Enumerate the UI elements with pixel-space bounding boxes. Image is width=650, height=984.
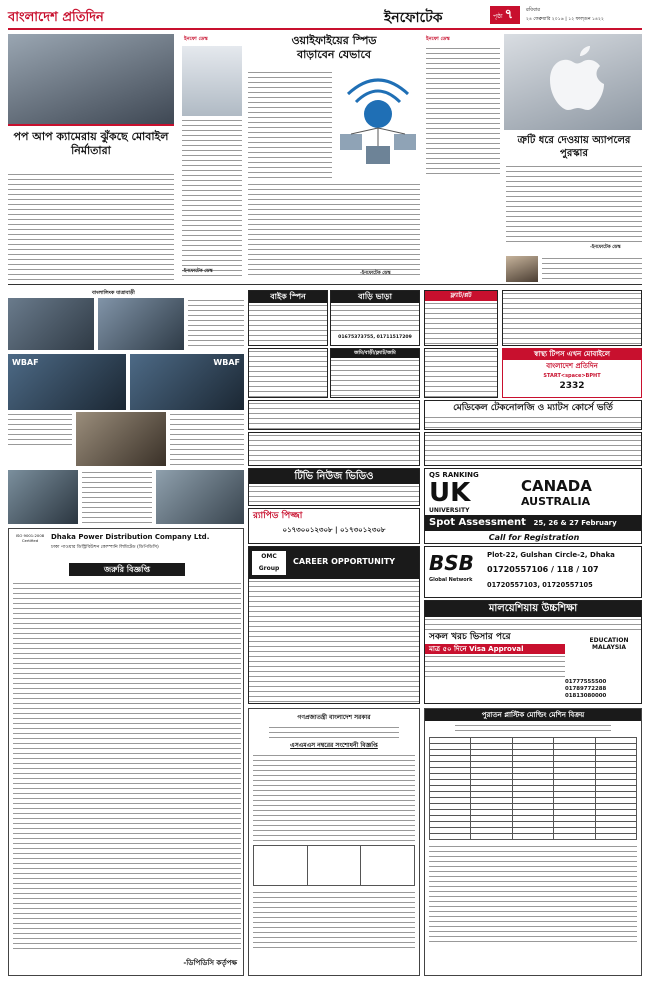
camera-body <box>8 172 174 280</box>
award-headline: ত্রুটি ধরে দেওয়ায় অ্যাপলের পুরস্কার <box>517 135 631 159</box>
ad-classified-2 <box>424 348 498 398</box>
ad-health-tips-title: স্বাস্থ্য টিপস এখন মোবাইলে <box>503 349 641 360</box>
ad-bari-bhara-phone: 01675373755, 01711517209 <box>338 335 412 340</box>
ad-australia: AUSTRALIA <box>521 495 591 508</box>
ad-malaysia-phones <box>565 679 606 700</box>
ad-rapid-pizza <box>248 508 420 544</box>
ad-columnist-body <box>503 291 641 346</box>
ad-malaysia-phone-3: 01813080000 <box>565 693 607 699</box>
ad-classified-5 <box>424 432 642 466</box>
paper-name: বাংলাদেশ প্রতিদিন <box>8 10 104 25</box>
ad-flat-title: ফ্ল্যাট/প্লট <box>425 291 497 301</box>
camera-kicker: ইনফো ডেস্ক <box>184 36 208 42</box>
ad-classified-3 <box>248 400 420 430</box>
ad-tv-news-body <box>249 484 419 506</box>
ad-land-title: জমি/বাড়ী/ফ্ল্যাট/জমি <box>331 349 419 358</box>
columnist-photo <box>506 256 538 282</box>
ad-flat-body <box>425 301 497 346</box>
machine-sale-subtitle <box>455 723 611 735</box>
ad-spot-dates: 25, 26 & 27 February <box>533 519 617 527</box>
wifi-headline-1: ওয়াইফাইয়ের স্পিড <box>291 34 377 47</box>
ad-malaysia-visa: সকল খরচ ভিসার পরে <box>429 632 511 642</box>
event-photo-2 <box>98 298 184 350</box>
ad-malaysia-phone-2: 01789772288 <box>565 686 607 692</box>
ad-qs-ranking: QS RANKING <box>429 471 479 479</box>
apple-logo-icon <box>504 34 642 130</box>
govt-body-2 <box>253 890 415 950</box>
govt-body-1 <box>253 753 415 843</box>
govt-table <box>253 845 415 886</box>
ad-bike-spin-body <box>249 303 327 346</box>
ad-land <box>330 348 420 398</box>
machine-sale-title: পুরাতন প্লাস্টিক মোল্ডিং মেশিন বিক্রয় <box>425 709 641 721</box>
apple-photo <box>504 34 642 130</box>
award-byline: -ইনফোটেক ডেস্ক <box>590 245 621 250</box>
camera-headline-text: পপ আপ ক্যামেরায় ঝুঁকছে মোবাইল নির্মাতারা <box>13 130 169 157</box>
machine-sale-notice <box>424 708 642 976</box>
wifi-headline <box>248 34 420 66</box>
ad-malaysia-phone-1: 01777555500 <box>565 679 607 685</box>
govt-tender-title: এসএমএস নম্বরের সংশোধনী বিজ্ঞপ্তি <box>290 742 378 749</box>
ad-rapid-pizza-phone: ০১৭৩০০১২৩০৮ | ০১৭৩০১২৩০৮ <box>282 526 386 534</box>
dpdc-signature: -ডিপিডিসি কর্তৃপক্ষ <box>183 959 237 967</box>
camera-phone-image <box>182 46 242 116</box>
section-rule-1 <box>8 284 642 285</box>
ad-bsb-address: Plot-22, Gulshan Circle-2, Dhaka <box>487 551 615 559</box>
ad-omc-body <box>249 579 419 704</box>
ad-tv-news <box>248 468 420 506</box>
ad-university: UNIVERSITY <box>429 507 470 514</box>
wbaf-caption <box>8 412 72 448</box>
ad-omc-header <box>249 547 419 579</box>
event-caption-4 <box>82 470 152 524</box>
wifi-headline-2: বাড়াবেন যেভাবে <box>296 48 372 61</box>
ad-bsb-phone-2: 01720557103, 01720557105 <box>487 581 593 589</box>
ad-bike-spin <box>248 290 328 346</box>
date: ২৪ ফেব্রুয়ারি ২০১৬ | ১২ ফাল্গুন ১৪২২ <box>526 17 604 22</box>
ad-omc-career-title: CAREER OPPORTUNITY <box>293 557 396 566</box>
ad-classified-1 <box>248 348 328 398</box>
ad-malaysia-body-2 <box>425 654 565 680</box>
ad-classified-4 <box>248 432 420 466</box>
masthead-rule <box>8 28 642 30</box>
event-photo-5 <box>156 470 244 524</box>
ad-health-sms <box>503 372 641 380</box>
dpdc-name-bn: ঢাকা পাওয়ার ডিস্ট্রিবিউশন কোম্পানি লিমিটেড (ডিপিডিসি) <box>51 545 159 550</box>
dpdc-notice-title: জরুরি বিজ্ঞপ্তি <box>69 563 185 576</box>
machine-sale-body <box>429 844 637 946</box>
camera-headline <box>8 124 174 168</box>
ad-bari-bhara-body <box>331 303 419 335</box>
ad-columnist <box>502 290 642 346</box>
ad-flat <box>424 290 498 346</box>
ad-bsb-logo: BSB <box>429 551 474 575</box>
page-label-text: পৃষ্ঠা <box>493 13 503 20</box>
wifi-body-1 <box>248 70 332 178</box>
ad-tv-news-title: টিভি নিউজ ভিডিও <box>249 469 419 484</box>
wifi-icon <box>336 72 420 172</box>
dpdc-notice <box>8 528 244 976</box>
day: রবিবার <box>526 7 540 13</box>
ad-medical-tech <box>424 400 642 430</box>
page-label <box>490 6 520 24</box>
award-kicker: ইনফো ডেস্ক <box>426 36 450 42</box>
ad-education-malaysia: EDUCATION MALAYSIA <box>589 637 629 651</box>
ad-call-registration: Call for Registration <box>488 533 580 542</box>
ad-bsb-phone-1: 01720557106 / 118 / 107 <box>487 565 599 574</box>
govt-notice <box>248 708 420 976</box>
ad-spot-bar <box>425 515 642 531</box>
ad-bsb-global: Global Network <box>429 577 473 583</box>
photo-strip-caption: বাংলালিংক যাত্রাবাড়ী <box>92 290 135 296</box>
event-photo-3 <box>76 412 166 466</box>
event-caption-1 <box>188 298 244 350</box>
ad-bari-bhara-title: বাড়ি ভাড়া <box>331 291 419 303</box>
dpdc-notice-body <box>13 581 241 951</box>
camera-byline: -ইনফোটেক ডেস্ক <box>182 269 213 274</box>
machine-sale-table <box>429 737 637 840</box>
ad-bike-spin-title: বাইক স্পিন <box>249 291 327 303</box>
camera-body-2 <box>182 118 242 278</box>
ad-uk: UK <box>429 478 471 508</box>
wbaf-photo-1 <box>8 354 126 410</box>
wbaf-photo-2 <box>130 354 244 410</box>
ad-rapid-pizza-title: র‍্যাপিড পিজ্জা <box>253 511 303 521</box>
event-caption-3 <box>170 412 244 466</box>
govt-subtitle <box>269 725 399 739</box>
ad-bsb <box>424 546 642 598</box>
ad-malaysia <box>424 600 642 704</box>
ad-medical-tech-body <box>425 415 641 430</box>
ad-canada: CANADA <box>521 477 592 495</box>
ad-malaysia-visa-fee: মাত্র ৫০ দিনে Visa Approval <box>425 644 565 654</box>
award-body-2 <box>506 164 642 244</box>
award-body-1 <box>426 46 500 176</box>
ad-health-sms-code: START<space>BPHT <box>543 373 601 379</box>
section-name: ইনফোটেক <box>384 10 443 26</box>
camera-photo <box>8 34 174 130</box>
masthead <box>8 6 642 28</box>
event-photo-1 <box>8 298 94 350</box>
page-number: ৭ <box>504 7 514 22</box>
ad-spot-assessment: Spot Assessment <box>429 517 526 528</box>
wifi-body-2 <box>248 182 420 278</box>
wifi-diagram <box>336 72 420 172</box>
ad-bari-bhara <box>330 290 420 346</box>
dpdc-name: Dhaka Power Distribution Company Ltd. <box>51 533 210 541</box>
ad-study-abroad <box>424 468 642 544</box>
wbaf-label-1: WBAF <box>12 358 39 367</box>
ad-malaysia-body-1 <box>425 617 641 631</box>
columnist-note <box>542 256 642 282</box>
ad-omc-career <box>248 546 420 704</box>
ad-health-tips <box>502 348 642 398</box>
ad-health-sms-number: 2332 <box>559 381 585 391</box>
dpdc-iso: ISO 9001:2008 Certified <box>15 533 45 543</box>
ad-medical-tech-title: মেডিকেল টেকনোলজি ও ম্যাটস কোর্সে ভর্তি <box>453 403 613 413</box>
ad-malaysia-title: মালয়েশিয়ায় উচ্চশিক্ষা <box>425 601 641 617</box>
ad-land-body <box>331 358 419 398</box>
wbaf-label-2: WBAF <box>213 358 240 367</box>
govt-title: গণপ্রজাতন্ত্রী বাংলাদেশ সরকার <box>297 714 371 721</box>
event-photo-4 <box>8 470 78 524</box>
wifi-byline: -ইনফোটেক ডেস্ক <box>360 271 391 276</box>
ad-omc-logo: OMC Group <box>252 551 286 575</box>
ad-health-brand: বাংলাদেশ প্রতিদিন <box>546 362 598 370</box>
